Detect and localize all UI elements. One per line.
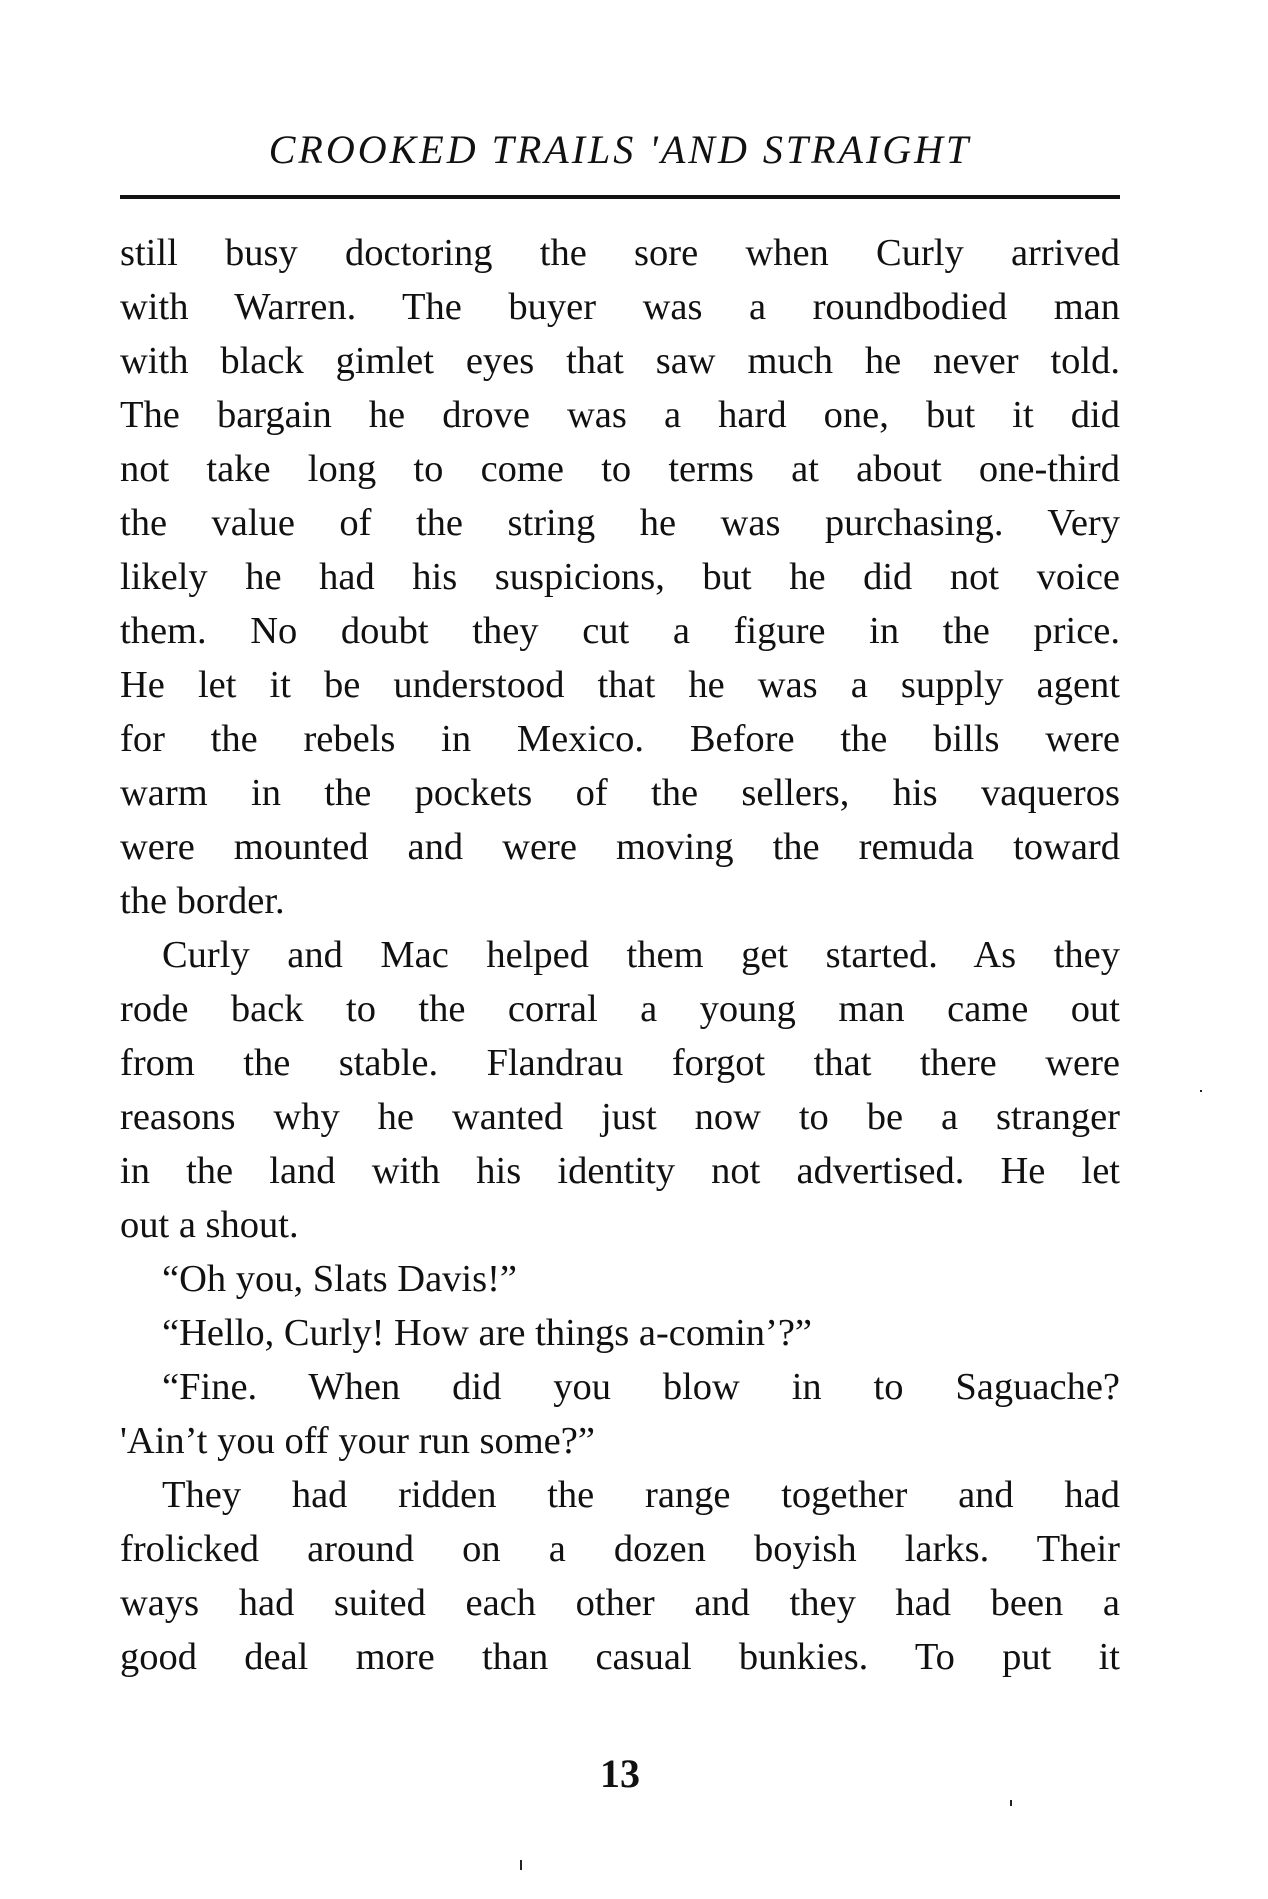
body-text [120,226,1120,1684]
text-line: The bargain he drove was a hard one, but it did [120,394,1120,436]
text-line: not take long to come to terms at about one-third [120,448,1120,490]
text-line: Curly and Mac helped them get started. As they [162,934,1120,976]
text-line: They had ridden the range together and had [162,1474,1120,1516]
text-line: for the rebels in Mexico. Before the bills were [120,718,1120,760]
text-line: out a shout. [120,1204,299,1246]
text-line: “Oh you, Slats Davis!” [162,1258,517,1300]
text-line: ways had suited each other and they had been a [120,1582,1120,1624]
text-line: “Fine. When did you blow in to Saguache? [162,1366,1120,1408]
text-line: from the stable. Flandrau forgot that there were [120,1042,1120,1084]
header-rule [120,195,1120,199]
scan-speck [1010,1800,1012,1806]
page-number: 13 [600,1751,640,1796]
text-line: 'Ain’t you off your run some?” [120,1420,595,1462]
text-line: them. No doubt they cut a figure in the price. [120,610,1120,652]
scan-speck [520,1860,522,1870]
text-line: warm in the pockets of the sellers, his vaqueros [120,772,1120,814]
text-line: the border. [120,880,285,922]
text-line: the value of the string he was purchasing. Very [120,502,1120,544]
text-line: He let it be understood that he was a supply agent [120,664,1120,706]
text-line: rode back to the corral a young man came out [120,988,1120,1030]
running-head: CROOKED TRAILS 'AND STRAIGHT [268,127,972,172]
text-line: reasons why he wanted just now to be a stranger [120,1096,1120,1138]
text-line: with Warren. The buyer was a roundbodied man [120,286,1120,328]
text-line: likely he had his suspicions, but he did not voice [120,556,1120,598]
text-line: “Hello, Curly! How are things a-comin’?” [162,1312,813,1354]
text-line: with black gimlet eyes that saw much he never told. [120,340,1120,382]
text-line: frolicked around on a dozen boyish larks. Their [120,1528,1120,1570]
text-line: were mounted and were moving the remuda toward [120,826,1120,868]
text-line: in the land with his identity not advertised. He let [120,1150,1120,1192]
text-line: still busy doctoring the sore when Curly arrived [120,232,1120,274]
scan-speck [1200,1090,1202,1092]
text-line: good deal more than casual bunkies. To put it [120,1636,1120,1678]
